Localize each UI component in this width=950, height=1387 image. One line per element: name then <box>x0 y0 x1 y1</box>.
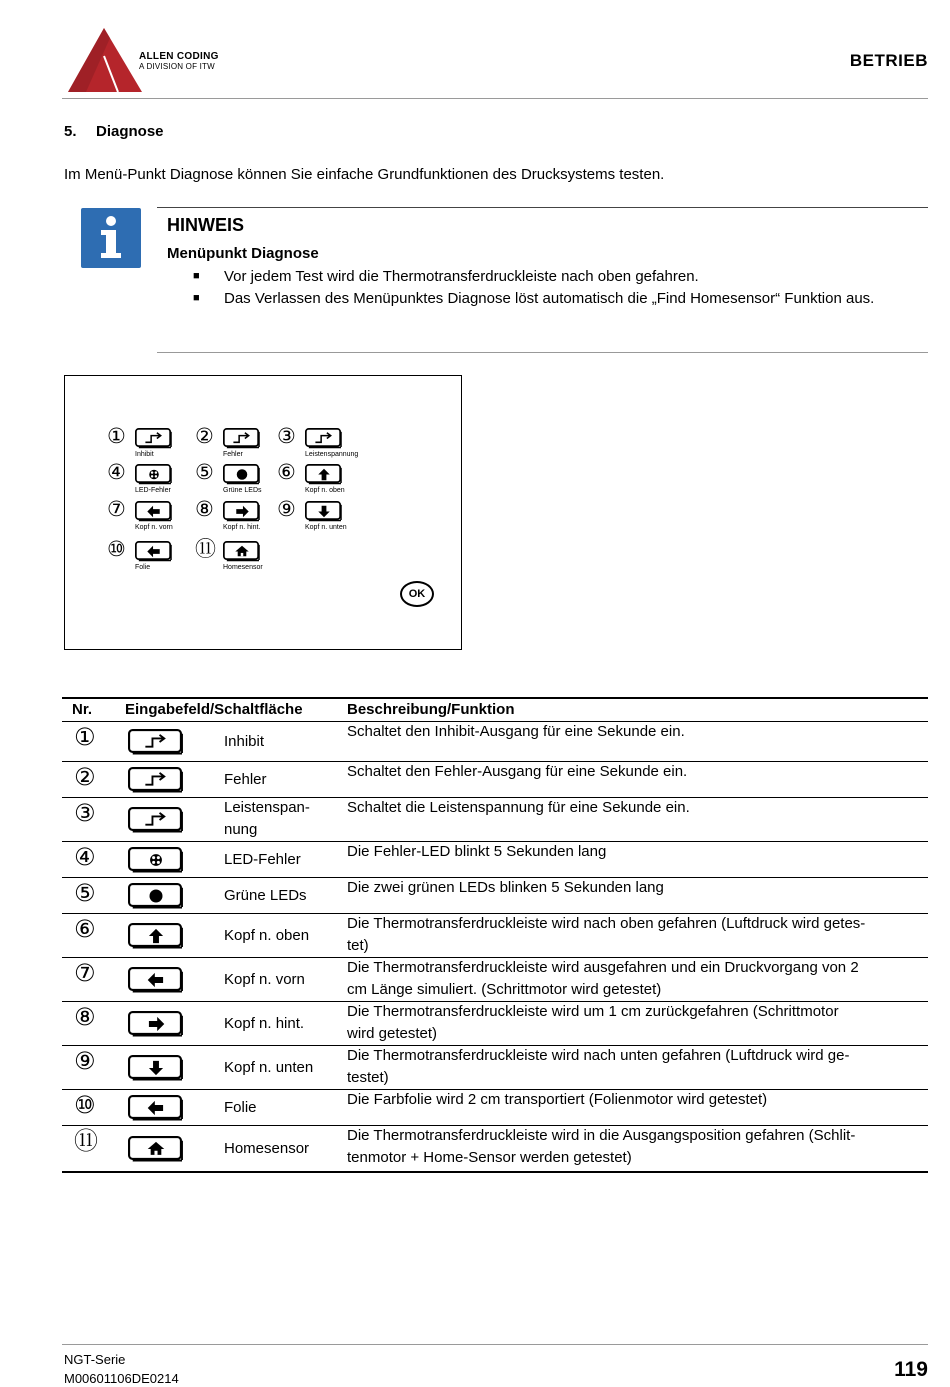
table-row <box>62 913 928 957</box>
table-row <box>62 1089 928 1125</box>
row-description: Die Thermotransferdruckleiste wird um 1 cm zurückgefahren (Schrittmotor wird getestet) <box>347 1003 839 1042</box>
output-arrow-icon <box>128 767 184 798</box>
row-field-label: Kopf n. vorn <box>224 971 305 988</box>
note-title: HINWEIS <box>167 215 245 235</box>
output-arrow-icon <box>128 729 184 760</box>
footer-divider <box>62 1344 928 1345</box>
table-row <box>62 1045 928 1089</box>
bullet-icon: ■ <box>193 292 200 304</box>
info-icon <box>81 208 141 268</box>
chapter-number: 5. <box>64 123 77 140</box>
row-description: Die Thermotransferdruckleiste wird ausgefahren und ein Druckvorgang von 2 cm Länge simuliert. (Schrittmotor wird getestet) <box>347 959 859 998</box>
screen-button-number: ⑨ <box>277 498 296 521</box>
chapter-title: Diagnose <box>96 123 164 140</box>
row-description: Schaltet die Leistenspannung für eine Sekunde ein. <box>347 799 690 816</box>
header-divider <box>62 98 928 99</box>
table-row <box>62 957 928 1001</box>
screen-button-label: Kopf n. vorn <box>135 524 173 531</box>
intro-paragraph: Im Menü-Punkt Diagnose können Sie einfache Grundfunktionen des Drucksystems testen. <box>64 166 665 183</box>
row-number: ⑪ <box>74 1128 98 1155</box>
table-top-rule <box>62 697 928 699</box>
screen-button-label: Kopf n. oben <box>305 487 345 494</box>
screen-button-number: ⑩ <box>107 538 126 561</box>
arrow-left-icon <box>128 967 184 998</box>
ok-button[interactable]: OK <box>400 581 434 607</box>
screen-button-number: ⑧ <box>195 498 214 521</box>
table-header-field: Eingabefeld/Schaltfläche <box>125 701 303 718</box>
row-description: Die Thermotransferdruckleiste wird in die Ausgangsposition gefahren (Schlit- tenmotor + Home-Sensor werden getestet) <box>347 1127 856 1166</box>
row-field-label: Homesensor <box>224 1140 310 1157</box>
led-solid-icon <box>128 883 184 914</box>
page-number: 119 <box>894 1358 928 1381</box>
row-number: ② <box>74 764 96 791</box>
table-row <box>62 1001 928 1045</box>
screen-button-label: LED-Fehler <box>135 487 171 494</box>
row-number: ⑥ <box>74 916 96 943</box>
home-icon <box>128 1136 184 1167</box>
brand-name: ALLEN CODING <box>139 51 219 62</box>
screen-button-number: ⑤ <box>195 461 214 484</box>
row-number: ⑩ <box>74 1092 96 1119</box>
output-arrow-icon <box>128 807 184 838</box>
row-description: Die zwei grünen LEDs blinken 5 Sekunden lang <box>347 879 664 896</box>
row-description: Die Thermotransferdruckleiste wird nach oben gefahren (Luftdruck wird getes- tet) <box>347 915 866 954</box>
note-top-rule <box>157 207 928 208</box>
row-number: ⑧ <box>74 1004 96 1031</box>
table-bottom-rule <box>62 1171 928 1173</box>
row-description: Schaltet den Inhibit-Ausgang für eine Sekunde ein. <box>347 723 685 740</box>
row-description: Schaltet den Fehler-Ausgang für eine Sekunde ein. <box>347 763 688 780</box>
row-field-label: Kopf n. unten <box>224 1059 314 1076</box>
row-number: ⑦ <box>74 960 96 987</box>
arrow-left-icon <box>128 1095 184 1126</box>
row-number: ④ <box>74 844 96 871</box>
table-header-nr: Nr. <box>72 701 93 718</box>
row-description: Die Farbfolie wird 2 cm transportiert (Folienmotor wird getestet) <box>347 1091 768 1108</box>
row-field-label: Grüne LEDs <box>224 887 307 904</box>
row-description: Die Fehler-LED blinkt 5 Sekunden lang <box>347 843 607 860</box>
screen-button-label: Grüne LEDs <box>223 487 262 494</box>
allen-coding-logo-icon <box>66 26 144 94</box>
row-number: ⑤ <box>74 880 96 907</box>
screen-button-label: Leistenspannung <box>305 451 359 458</box>
arrow-down-icon <box>128 1055 184 1086</box>
arrow-right-icon <box>128 1011 184 1042</box>
screen-button-number: ④ <box>107 461 126 484</box>
bullet-icon: ■ <box>193 270 200 282</box>
note-bottom-rule <box>157 352 928 353</box>
row-field-label: Kopf n. hint. <box>224 1015 305 1032</box>
row-field-label: Leistenspan- nung <box>224 799 310 838</box>
row-number: ③ <box>74 800 96 827</box>
screen-button-label: Inhibit <box>135 451 154 458</box>
note-bullet-1: Vor jedem Test wird die Thermotransferdruckleiste nach oben gefahren. <box>224 268 699 285</box>
screen-button-number: ⑪ <box>195 538 216 561</box>
row-description: Die Thermotransferdruckleiste wird nach unten gefahren (Luftdruck wird ge- testet) <box>347 1047 850 1086</box>
screen-button-label: Fehler <box>223 451 243 458</box>
note-subtitle: Menüpunkt Diagnose <box>167 245 319 262</box>
screen-button-number: ⑥ <box>277 461 296 484</box>
row-number: ① <box>74 724 96 751</box>
row-field-label: Inhibit <box>224 733 265 750</box>
screen-button-label: Kopf n. hint. <box>223 524 261 531</box>
screen-button-number: ⑦ <box>107 498 126 521</box>
screen-button-label: Homesensor <box>223 564 263 571</box>
table-row <box>62 761 928 797</box>
footer-series: NGT-Serie <box>64 1352 126 1367</box>
footer-doc-number: M00601106DE0214 <box>64 1371 179 1386</box>
row-field-label: Fehler <box>224 771 267 788</box>
table-header-description: Beschreibung/Funktion <box>347 701 515 718</box>
led-blink-icon <box>128 847 184 878</box>
table-row <box>62 877 928 913</box>
screen-button-number: ② <box>195 425 214 448</box>
row-field-label: LED-Fehler <box>224 851 301 868</box>
screen-button-number: ① <box>107 425 126 448</box>
row-field-label: Kopf n. oben <box>224 927 310 944</box>
note-bullet-2: Das Verlassen des Menüpunktes Diagnose löst automatisch die „Find Homesensor“ Funktion aus. <box>224 290 875 307</box>
section-label: BETRIEB <box>849 51 928 70</box>
table-row <box>62 797 928 841</box>
diagnose-screen <box>64 375 462 650</box>
screen-button-label: Kopf n. unten <box>305 524 347 531</box>
table-row <box>62 841 928 877</box>
table-row <box>62 1125 928 1171</box>
arrow-up-icon <box>128 923 184 954</box>
brand-tagline: A DIVISION OF ITW <box>139 62 215 71</box>
screen-button-number: ③ <box>277 425 296 448</box>
screen-button-label: Folie <box>135 564 151 571</box>
row-field-label: Folie <box>224 1099 257 1116</box>
row-number: ⑨ <box>74 1048 96 1075</box>
table-row <box>62 721 928 761</box>
